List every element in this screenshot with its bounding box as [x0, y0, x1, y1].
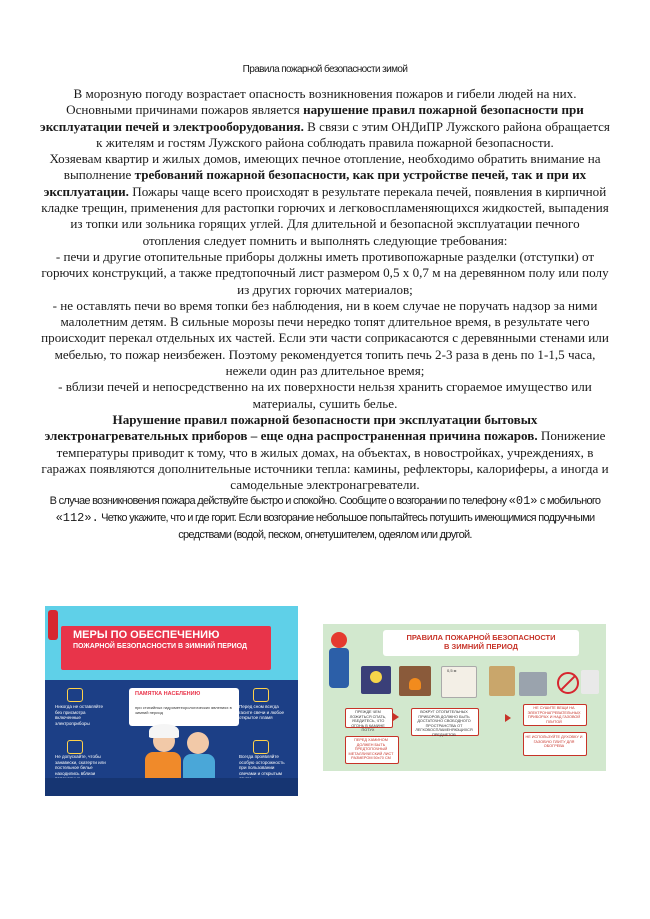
heater-icon	[581, 670, 599, 694]
fire-extinguisher-icon	[48, 610, 58, 640]
p1-text-end: В связи с этим ОНДиПР Лужского района обращается к жителям и гостям Лужского района соблюдать правила пожарной безопасности.	[96, 118, 610, 150]
p6-text: Понижение температуры приводит к тому, что в жилых домах, на объектах, в новостройках, учреждениях, в гаражах появляются дополнительные источники тепла: камины, рефлекторы, калориферы, а иногда и самодельные электронагреватели.	[41, 428, 609, 493]
poster-title-line-2: ПОЖАРНОЙ БЕЗОПАСНОСТИ В ЗИМНИЙ ПЕРИОД	[73, 643, 247, 650]
memo-subtitle: при стихийных гидрометеорологических явлениях в зимний период	[135, 705, 232, 715]
candle-icon	[253, 688, 269, 702]
p6-bold: Нарушение правил пожарной безопасности при эксплуатации бытовых электронагревательных приборов – еще одна распространенная причина пожаров.	[44, 411, 538, 444]
grandmother-hair-icon	[149, 724, 179, 738]
rule-text-5: НЕ ИСПОЛЬЗУЙТЕ ДУХОВКУ И ГАЗОВУЮ ПЛИТУ ДЛЯ ОБОГРЕВА	[525, 735, 583, 749]
firefighter-body-icon	[329, 648, 349, 688]
arrow-right-icon	[505, 714, 511, 722]
tip-2: Не допускайте, чтобы занавески, скатерти или постельное белье находились вблизи	[55, 754, 106, 776]
flame-icon	[409, 678, 421, 690]
paragraph-4: - не оставлять печи во время топки без наблюдения, ни в коем случае не поручать надзор за ними малолетним детям. В сильные морозы печи нередко топят длительное время, в результате чего происходит перекал отдельных их частей. Если эти части соприкасаются с деревянными стенами или мебелью, то пожар неизбежен. Поэтому рекомендуется топить печь 2-3 раза в день по 1-1,5 часа, нежели один раз длительное время;	[41, 297, 609, 379]
phone-01: «01»	[508, 494, 538, 509]
p7-text-end: Четко укажите, что и где горит. Если возгорание небольшое попытайтесь потушить имеющимися подручными средствами (водой, песком, огнетушителем, одеялом или другой.	[98, 512, 595, 542]
tip-3: Перед сном всегда гасите свечи и любое открытое пламя	[239, 704, 284, 720]
paragraph-1	[40, 86, 610, 151]
poster-title	[385, 633, 577, 651]
article-body	[40, 86, 610, 544]
rule-text-1: ПРЕЖДЕ ЧЕМ ЛОЖИТЬСЯ СПАТЬ, УБЕДИТЕСЬ, ЧТО ОГОНЬ В КАМИНЕ ПОТУХ	[349, 710, 387, 733]
snow-ground	[45, 778, 298, 796]
poster-winter-fire-rules	[323, 624, 606, 771]
size-label: 0,5 м	[447, 668, 457, 673]
arrow-right-icon	[393, 713, 399, 721]
rule-text-3: НЕ СУШИТЕ ВЕЩИ НА ЭЛЕКТРОНАГРЕВАТЕЛЬНЫХ ПРИБОРАХ И НАД ГАЗОВОЙ ПЛИТОЙ	[527, 706, 581, 724]
p2-bold: требований пожарной безопасности, как при устройстве печей, так и при их эксплуатации.	[43, 167, 587, 199]
curtain-icon	[67, 740, 83, 754]
p1-text: В морозную погоду возрастает опасность возникновения пожаров и гибели людей на них. Основными причинами пожаров является	[66, 86, 577, 118]
p1-bold: нарушение правил пожарной безопасности при эксплуатации печей и электрооборудования.	[40, 102, 584, 134]
cabinet-icon	[489, 666, 515, 696]
phone-112: «112».	[55, 511, 99, 526]
rule-text-4: ПЕРЕД ХАМИНОМ ДОЛЖЕН БЫТЬ ПРЕДТОПОЧНЫЙ МЕТАЛЛИЧЕСКИЙ ЛИСТ РАЗМЕРОМ 50х70 СМ	[348, 738, 394, 761]
poster-title-line-1: ПРАВИЛА ПОЖАРНОЙ БЕЗОПАСНОСТИ	[406, 633, 556, 642]
p7-text-mid: с мобильного	[537, 495, 601, 508]
p7-text: В случае возникновения пожара действуйте быстро и спокойно. Сообщите о возгорании по телефону	[49, 495, 509, 508]
page-title: Правила пожарной безопасности зимой	[242, 64, 408, 75]
firefighter-head-icon	[331, 632, 347, 648]
poster-title	[73, 630, 273, 652]
prohibition-sign-icon	[557, 672, 579, 694]
p2-text-end: Пожары чаще всего происходят в результате перекала печей, появления в кирпичной кладке трещин, применения для растопки горючих и легковоспламеняющихся жидкостей, выпадения из топки или зольника горящих углей. Для длительной и безопасной эксплуатации печного отопления следует помнить и выполнять следующие требования:	[41, 183, 609, 248]
poster-title-line-2: В ЗИМНИЙ ПЕРИОД	[444, 642, 518, 651]
tip-4: Всегда проявляйте особую осторожность при пользовании свечами и открытым	[239, 754, 285, 776]
poster-title-line-1: МЕРЫ ПО ОБЕСПЕЧЕНИЮ	[73, 629, 220, 641]
poster-winter-fire-safety-measures	[45, 606, 298, 796]
heater-icon	[67, 688, 83, 702]
paragraph-5: - вблизи печей и непосредственно на их поверхности нельзя хранить сгораемое имущество или материалы, сушить белье.	[58, 379, 592, 411]
p2-text: Хозяевам квартир и жилых домов, имеющих печное отопление, необходимо обратить внимание на выполнение	[49, 151, 601, 183]
memo-title: ПАМЯТКА НАСЕЛЕНИЮ	[135, 691, 201, 697]
flame-icon	[253, 740, 269, 754]
rule-text-2: ВОКРУГ ОТОПИТЕЛЬНЫХ ПРИБОРОВ ДОЛЖНО БЫТЬ ДОСТАТОЧНО СВОБОДНОГО ПРОСТРАНСТВА ОТ ЛЕГКОВОСПЛАМЕНЯЮЩИХСЯ ПРЕДМЕТОВ	[415, 710, 473, 737]
tip-1: Никогда не оставляйте без присмотра включенные электроприборы	[55, 704, 103, 726]
grandfather-face-icon	[187, 732, 209, 754]
moon-icon	[370, 671, 382, 683]
paragraph-7	[40, 493, 610, 544]
paragraph-6	[40, 412, 610, 493]
paragraph-3: - печи и другие отопительные приборы должны иметь противопожарные разделки (отступки) от горючих конструкций, а также предтопочный лист размером 0,5 х 0,7 м на деревянном полу или полу из других горючих материалов;	[41, 248, 609, 297]
gas-stove-icon	[519, 672, 547, 696]
paragraph-2	[40, 151, 610, 249]
